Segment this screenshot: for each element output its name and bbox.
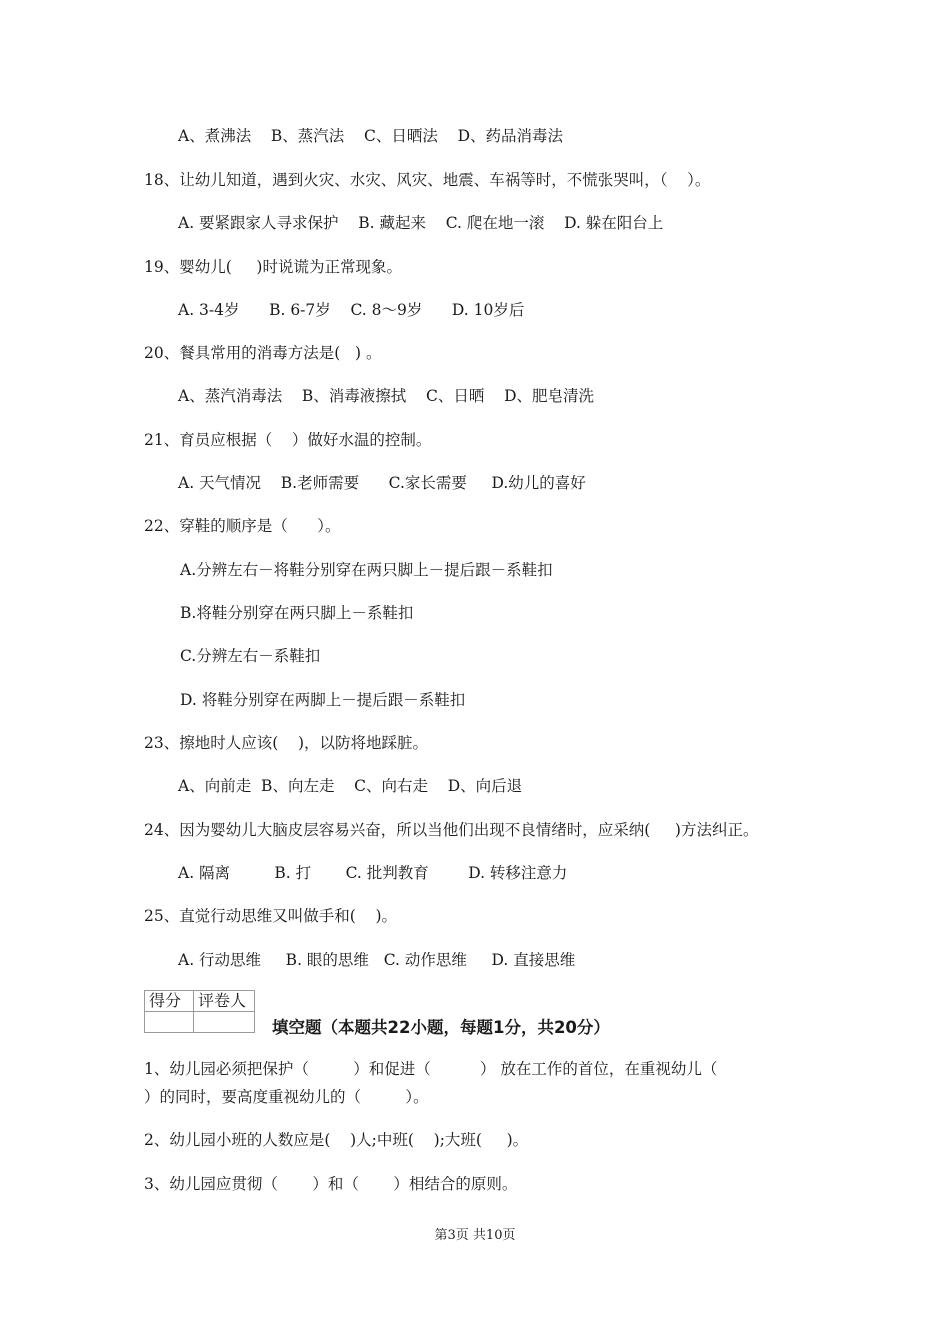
q23-stem: 23、擦地时人应该( )，以防将地踩脏。 bbox=[144, 734, 429, 752]
page-footer: 第3页 共10页 bbox=[434, 1228, 516, 1243]
q22-stem: 22、穿鞋的顺序是（ ）。 bbox=[144, 517, 341, 535]
q24-options: A. 隔离 B. 打 C. 批判教育 D. 转移注意力 bbox=[178, 864, 568, 882]
score-label: 得分 bbox=[145, 991, 194, 1012]
grader-cell bbox=[194, 1012, 255, 1033]
q18-stem: 18、让幼儿知道，遇到火灾、水灾、风灾、地震、车祸等时，不慌张哭叫，（ ）。 bbox=[144, 171, 711, 189]
q23-options: A、向前走 B、向左走 C、向右走 D、向后退 bbox=[178, 777, 523, 795]
q18-options: A. 要紧跟家人寻求保护 B. 藏起来 C. 爬在地一滚 D. 躲在阳台上 bbox=[178, 214, 664, 232]
q22-option-a: A.分辨左右－将鞋分别穿在两只脚上－提后跟－系鞋扣 bbox=[180, 561, 553, 579]
q20-stem: 20、餐具常用的消毒方法是( ) 。 bbox=[144, 344, 382, 362]
q22-option-c: C.分辨左右－系鞋扣 bbox=[180, 647, 321, 665]
q22-option-d: D. 将鞋分别穿在两脚上－提后跟－系鞋扣 bbox=[180, 691, 466, 709]
q19-stem: 19、婴幼儿( )时说谎为正常现象。 bbox=[144, 258, 402, 276]
q17-options: A、煮沸法 B、蒸汽法 C、日晒法 D、药品消毒法 bbox=[178, 127, 563, 145]
fill-q3: 3、幼儿园应贯彻（ ）和（ ）相结合的原则。 bbox=[144, 1175, 518, 1193]
q21-stem: 21、育员应根据（ ）做好水温的控制。 bbox=[144, 431, 432, 449]
q22-option-b: B.将鞋分别穿在两只脚上－系鞋扣 bbox=[180, 604, 414, 622]
grader-label: 评卷人 bbox=[194, 991, 255, 1012]
fill-q2: 2、幼儿园小班的人数应是( )人;中班( );大班( )。 bbox=[144, 1131, 529, 1149]
q19-options: A. 3-4岁 B. 6-7岁 C. 8～9岁 D. 10岁后 bbox=[178, 301, 525, 319]
q20-options: A、蒸汽消毒法 B、消毒液擦拭 C、日晒 D、肥皂清洗 bbox=[178, 387, 594, 405]
q24-stem: 24、因为婴幼儿大脑皮层容易兴奋，所以当他们出现不良情绪时，应采纳( )方法纠正。 bbox=[144, 821, 759, 839]
q25-stem: 25、直觉行动思维又叫做手和( )。 bbox=[144, 907, 398, 925]
q21-options: A. 天气情况 B.老师需要 C.家长需要 D.幼儿的喜好 bbox=[178, 474, 586, 492]
fill-q1-line2: ）的同时，要高度重视幼儿的（ ）。 bbox=[144, 1088, 429, 1106]
fill-q1-line1: 1、幼儿园必须把保护（ ）和促进（ ） 放在工作的首位，在重视幼儿（ bbox=[144, 1060, 718, 1078]
section-title: 填空题（本题共22小题，每题1分，共20分） bbox=[272, 1018, 610, 1037]
score-box bbox=[144, 990, 255, 1033]
q25-options: A. 行动思维 B. 眼的思维 C. 动作思维 D. 直接思维 bbox=[178, 951, 576, 969]
score-cell bbox=[145, 1012, 194, 1033]
